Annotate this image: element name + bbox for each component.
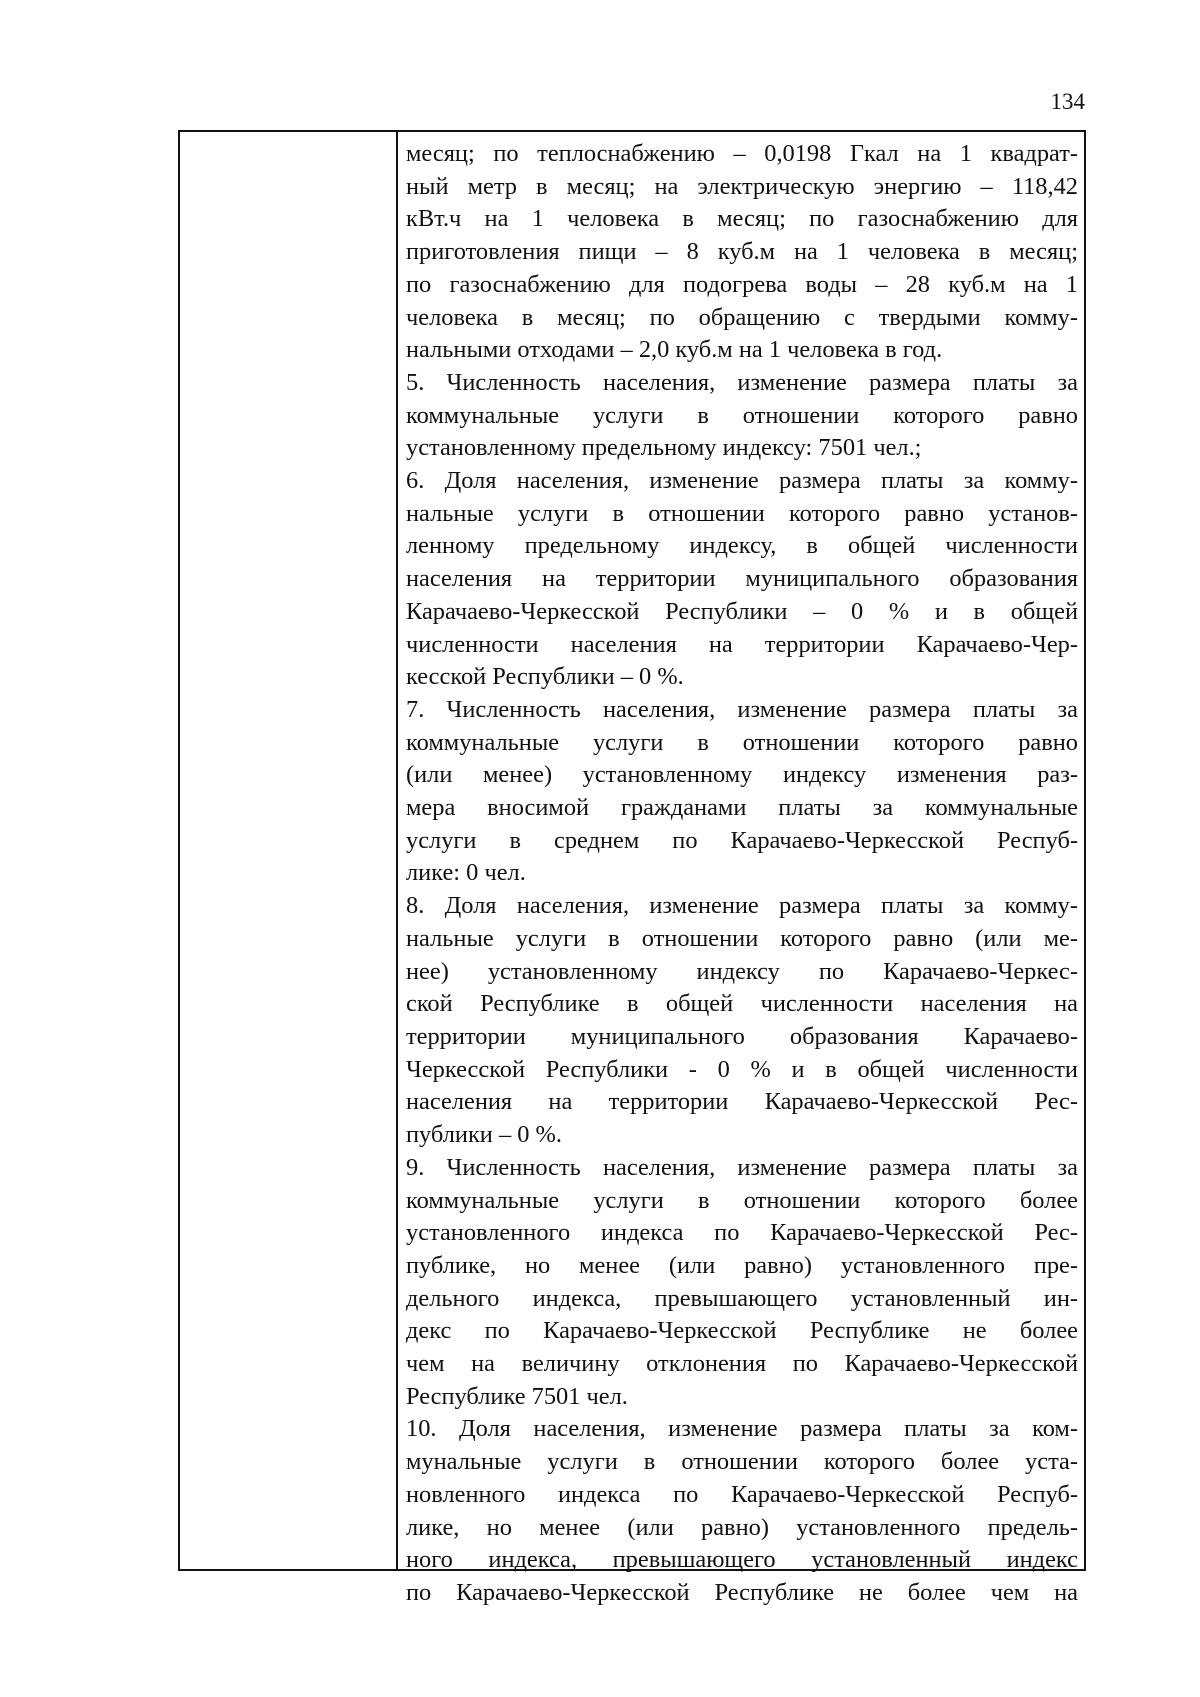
text-line: 5. Численность населения, изменение размера платы за (406, 368, 1078, 396)
text-line: нальные услуги в отношении которого равно установ- (406, 499, 1078, 527)
text-line: населения на территории муниципального образования (406, 565, 1078, 593)
text-line: ного индекса, превышающего установленный индекс (406, 1546, 1078, 1574)
text-line: по газоснабжению для подогрева воды – 28 куб.м на 1 (406, 270, 1078, 298)
text-line: ный метр в месяц; на электрическую энергию – 118,42 (406, 172, 1078, 200)
text-line: новленного индекса по Карачаево-Черкесской Респуб- (406, 1480, 1078, 1508)
text-line: человека в месяц; по обращению с твердыми комму- (406, 303, 1078, 331)
text-line: населения на территории Карачаево-Черкесской Рес- (406, 1088, 1078, 1116)
text-line: 10. Доля населения, изменение размера платы за ком- (406, 1415, 1078, 1443)
text-line: приготовления пищи – 8 куб.м на 1 человека в месяц; (406, 238, 1078, 266)
text-line: лике: 0 чел. (406, 859, 526, 887)
text-line: (или менее) установленному индексу изменения раз- (406, 761, 1078, 789)
text-line: территории муниципального образования Карачаево- (406, 1022, 1078, 1050)
text-line: кВт.ч на 1 человека в месяц; по газоснабжению для (406, 205, 1078, 233)
text-line: Карачаево-Черкесской Республики – 0 % и в общей (406, 597, 1078, 625)
text-line: коммунальные услуги в отношении которого более (406, 1186, 1078, 1214)
text-line: месяц; по теплоснабжению – 0,0198 Гкал на 1 квадрат- (406, 140, 1078, 167)
text-line: дельного индекса, превышающего установленный ин- (406, 1284, 1078, 1312)
text-line: Черкесской Республики - 0 % и в общей численности (406, 1055, 1078, 1083)
document-table (178, 130, 1086, 1606)
text-line: установленного индекса по Карачаево-Черкесской Рес- (406, 1219, 1078, 1247)
text-line: по Карачаево-Черкесской Республике не более чем на (406, 1578, 1078, 1606)
text-line: нальными отходами – 2,0 куб.м на 1 человека в год. (406, 336, 943, 364)
text-line: нальные услуги в отношении которого равно (или ме- (406, 924, 1078, 952)
text-line: публики – 0 %. (406, 1121, 562, 1149)
text-line: установленному предельному индексу: 7501 чел.; (406, 434, 922, 462)
text-line: коммунальные услуги в отношении которого равно (406, 401, 1078, 429)
page-number: 134 (1050, 89, 1085, 114)
text-line: ской Республике в общей численности населения на (406, 990, 1078, 1018)
text-line: услуги в среднем по Карачаево-Черкесской Респуб- (406, 826, 1078, 854)
text-line: Республике 7501 чел. (406, 1382, 628, 1410)
text-line: лике, но менее (или равно) установленного предель- (406, 1513, 1078, 1541)
text-line: мера вносимой гражданами платы за коммунальные (406, 794, 1078, 822)
text-line: ленному предельному индексу, в общей численности (406, 532, 1078, 560)
text-line: декс по Карачаево-Черкесской Республике не более (406, 1317, 1078, 1345)
text-line: 6. Доля населения, изменение размера платы за комму- (406, 467, 1078, 495)
text-line: чем на величину отклонения по Карачаево-Черкесской (406, 1350, 1078, 1378)
text-line: численности населения на территории Карачаево-Чер- (406, 630, 1078, 658)
text-line: кесской Республики – 0 %. (406, 663, 684, 691)
text-line: коммунальные услуги в отношении которого равно (406, 728, 1078, 756)
text-line: 8. Доля населения, изменение размера платы за комму- (406, 892, 1078, 920)
text-line: публике, но менее (или равно) установленного пре- (406, 1251, 1078, 1279)
text-line: 7. Численность населения, изменение размера платы за (406, 695, 1078, 723)
table-right-cell (398, 132, 1084, 1606)
table-left-cell (180, 132, 398, 1569)
text-line: 9. Численность населения, изменение размера платы за (406, 1153, 1078, 1181)
text-line: нее) установленному индексу по Карачаево-Черкес- (406, 957, 1078, 985)
text-line: мунальные услуги в отношении которого более уста- (406, 1448, 1078, 1476)
